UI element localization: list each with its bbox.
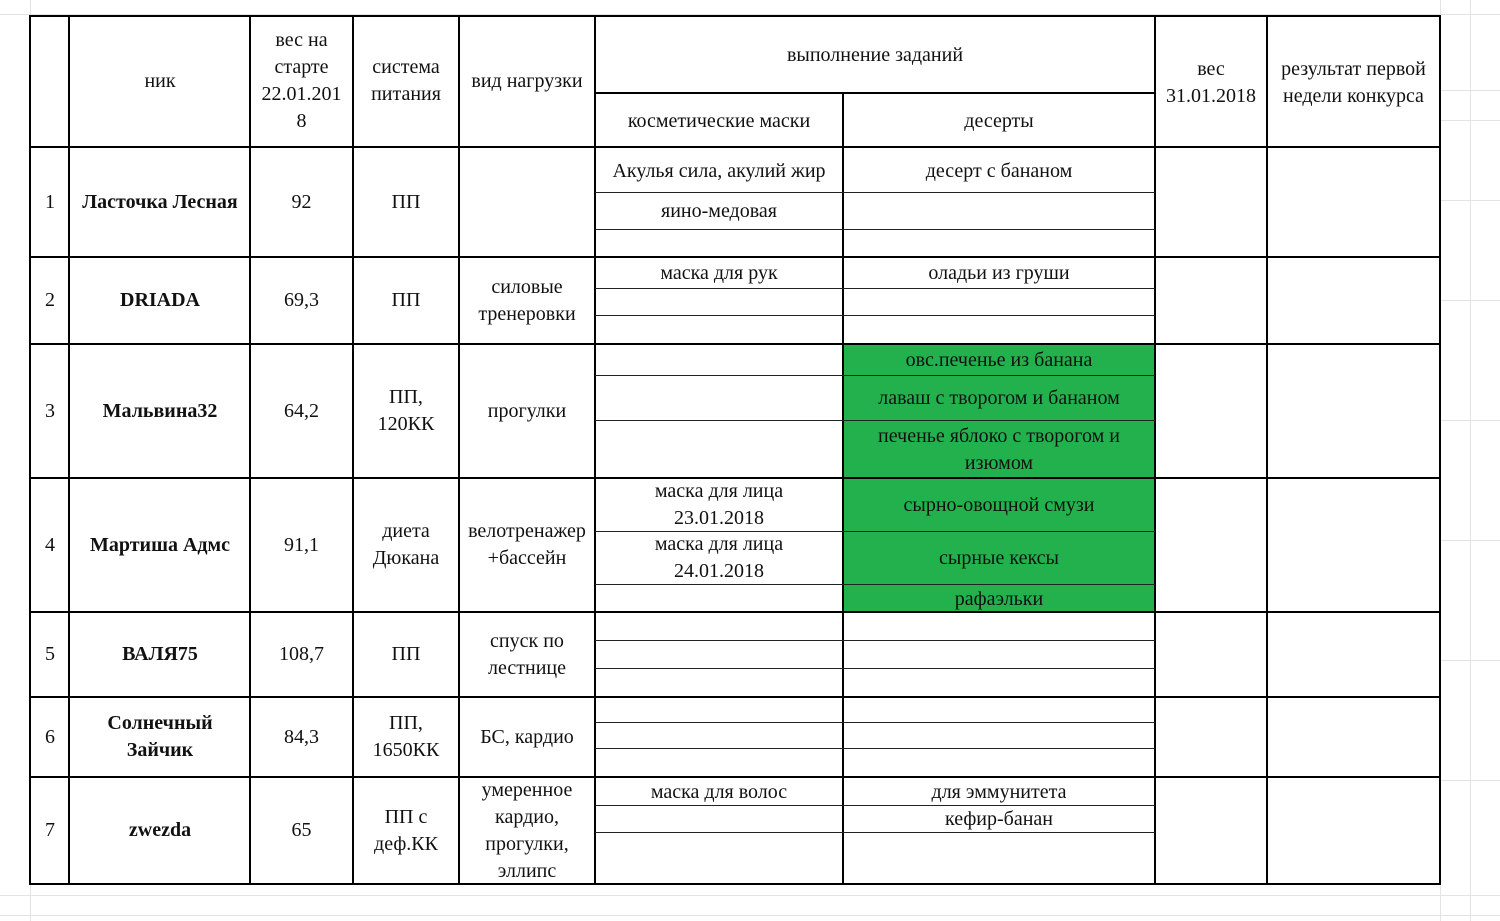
load-type: силовые тренеровки xyxy=(478,275,576,325)
header-tasks: выполнение заданий xyxy=(786,43,964,66)
dessert-entry: печенье яблоко с творогом и изюмом xyxy=(878,424,1120,474)
load-type xyxy=(459,148,595,257)
diet-system: ПП xyxy=(391,643,421,665)
dessert-entry: для эммунитета xyxy=(931,780,1067,803)
row-number: 5 xyxy=(45,643,55,665)
diet-system: ПП xyxy=(391,289,421,311)
start-weight: 108,7 xyxy=(279,643,324,665)
diet-system: ПП xyxy=(391,191,421,213)
header-masks: косметические маски xyxy=(627,109,811,132)
participant-nick: ВАЛЯ75 xyxy=(122,643,198,665)
participant-nick: Мартиша Адмс xyxy=(89,533,231,556)
row-number: 1 xyxy=(45,191,55,213)
diet-system: диета Дюкана xyxy=(372,520,440,569)
header-diet: система питания xyxy=(371,56,441,105)
mask-entry: Акулья сила, акулий жир xyxy=(612,159,826,182)
load-type: БС, кардио xyxy=(480,725,574,748)
header-end-weight: вес 31.01.2018 xyxy=(1166,58,1256,107)
header-desserts: десерты xyxy=(964,109,1034,132)
dessert-entry: лаваш с творогом и бананом xyxy=(878,386,1120,409)
start-weight: 69,3 xyxy=(284,289,319,311)
row-number: 2 xyxy=(45,289,55,311)
diet-system: ПП, 1650КК xyxy=(372,712,440,761)
dessert-entry: рафаэльки xyxy=(954,587,1044,610)
mask-entry: маска для лица 24.01.2018 xyxy=(654,533,784,582)
participant-nick: DRIADA xyxy=(120,289,200,311)
start-weight: 64,2 xyxy=(284,399,319,422)
load-type: велотренажер +бассейн xyxy=(468,520,586,569)
start-weight: 65 xyxy=(291,819,312,841)
row-number: 6 xyxy=(45,725,55,748)
dessert-entry: сырно-овощной смузи xyxy=(903,494,1095,516)
start-weight: 91,1 xyxy=(284,533,319,556)
header-nick: ник xyxy=(144,69,176,92)
participant-nick: Ласточка Лесная xyxy=(82,191,238,213)
row-number: 3 xyxy=(45,399,55,422)
header-load: вид нагрузки xyxy=(471,69,583,92)
dessert-entry: овс.печенье из банана xyxy=(905,349,1093,371)
participant-nick: Солнечный Зайчик xyxy=(107,712,213,761)
start-weight: 92 xyxy=(291,191,312,213)
header-start-weight: вес на старте 22.01.201 8 xyxy=(261,29,342,132)
dessert-entry: оладьи из груши xyxy=(928,262,1070,284)
mask-entry: маска для лица 23.01.2018 xyxy=(654,479,784,529)
dessert-entry: кефир-банан xyxy=(945,807,1053,830)
start-weight: 84,3 xyxy=(284,725,319,748)
participant-nick: Мальвина32 xyxy=(102,399,218,422)
load-type: прогулки xyxy=(487,399,567,422)
row-number: 7 xyxy=(45,819,55,841)
dessert-entry: сырные кексы xyxy=(939,547,1059,569)
load-type: спуск по лестнице xyxy=(488,629,566,679)
mask-entry: маска для рук xyxy=(660,262,778,284)
header-result: результат первой недели конкурса xyxy=(1281,58,1426,107)
mask-entry: яино-медовая xyxy=(661,199,777,222)
diet-system: ПП, 120КК xyxy=(377,386,435,435)
dessert-entry: десерт с бананом xyxy=(925,159,1073,182)
row-number: 4 xyxy=(45,533,55,556)
diet-system: ПП с деф.КК xyxy=(374,805,438,855)
participant-nick: zwezda xyxy=(128,819,192,841)
load-type: умеренное кардио, прогулки, эллипс xyxy=(481,778,573,882)
mask-entry: маска для волос xyxy=(650,780,788,803)
